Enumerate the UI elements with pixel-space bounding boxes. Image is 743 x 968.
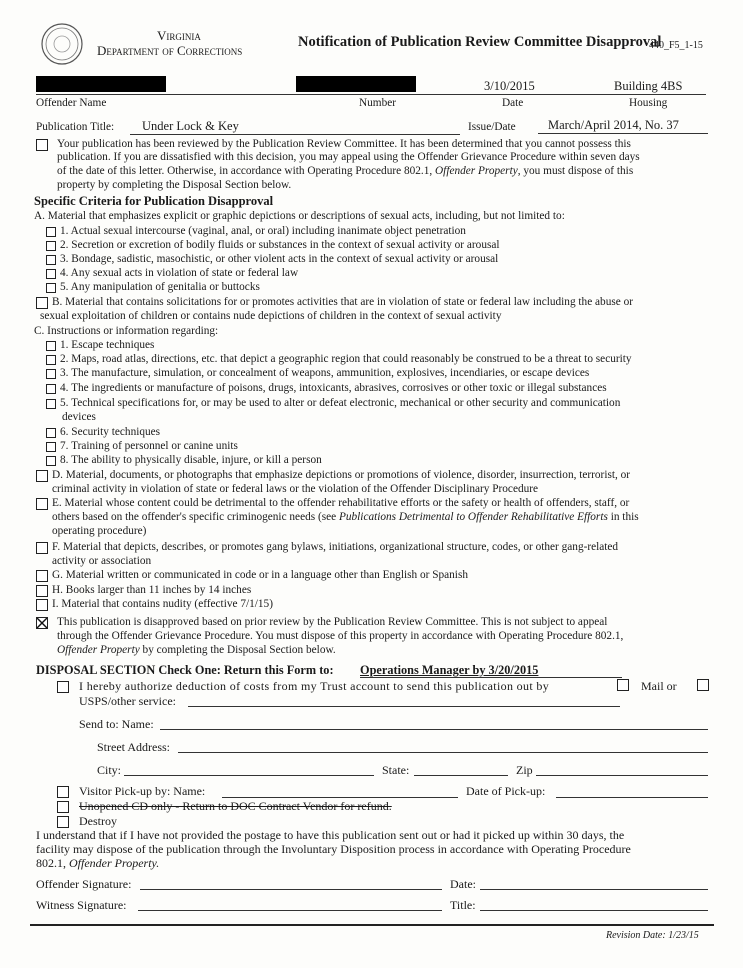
understand-line3: 802.1, Offender Property. xyxy=(36,856,160,870)
state-field[interactable] xyxy=(414,775,508,776)
criteria-f1: F. Material that depicts, describes, or promotes gang bylaws, initiations, organizational structure, codes, or other gang-related xyxy=(52,541,619,553)
pub-title-value[interactable]: Under Lock & Key xyxy=(142,119,239,133)
agency-line1: Virginia xyxy=(157,28,201,43)
criteria-b1: B. Material that contains solicitations for or promotes activities that are in violation of state or federal law including the abuse or xyxy=(52,296,633,308)
checkbox-c4[interactable] xyxy=(46,384,56,394)
issue-value[interactable]: March/April 2014, No. 37 xyxy=(548,118,679,132)
number-label: Number xyxy=(359,97,397,109)
checkbox-prior-review[interactable] xyxy=(36,617,48,629)
checkbox-f[interactable] xyxy=(36,542,48,554)
visitor-name-field[interactable] xyxy=(222,797,458,798)
checkbox-a4[interactable] xyxy=(46,269,56,279)
date-value[interactable]: 3/10/2015 xyxy=(484,79,535,93)
prior-line2: through the Offender Grievance Procedure. You must dispose of this property in accordance with Operating Procedure 802.1, xyxy=(57,630,624,642)
checkbox-c6[interactable] xyxy=(46,428,56,438)
witness-title-label: Title: xyxy=(450,898,476,912)
zip-field[interactable] xyxy=(536,775,708,776)
criteria-c8: 8. The ability to physically disable, injure, or kill a person xyxy=(60,454,322,466)
offender-name-label: Offender Name xyxy=(36,97,107,109)
review-checkbox[interactable] xyxy=(36,139,48,151)
send-to-label: Send to: Name: xyxy=(79,717,154,731)
intro-line4: property by completing the Disposal Section below. xyxy=(57,179,292,191)
criteria-c: C. Instructions or information regarding: xyxy=(34,325,219,337)
offender-date-field[interactable] xyxy=(480,889,708,890)
criteria-c5a: 5. Technical specifications for, or may be used to alter or defeat electronic, mechanical or other security and communication xyxy=(60,397,621,409)
date-pickup-field[interactable] xyxy=(556,797,708,798)
checkbox-c2[interactable] xyxy=(46,355,56,365)
checkbox-i[interactable] xyxy=(36,599,48,611)
zip-label: Zip xyxy=(516,763,533,777)
checkbox-usps[interactable] xyxy=(697,679,709,691)
prior-line3: Offender Property by completing the Disposal Section below. xyxy=(57,644,336,656)
criteria-a4: 4. Any sexual acts in violation of state or federal law xyxy=(60,267,299,279)
criteria-a2: 2. Secretion or excretion of bodily fluids or substances in the context of sexual activity or arousal xyxy=(60,239,500,251)
cd-label: Unopened CD only - Return to DOC Contract Vendor for refund. xyxy=(79,799,392,813)
checkbox-b[interactable] xyxy=(36,297,48,309)
date-label: Date xyxy=(502,97,524,109)
criteria-i: I. Material that contains nudity (effective 7/1/15) xyxy=(52,598,273,610)
city-field[interactable] xyxy=(124,775,374,776)
city-label: City: xyxy=(97,763,122,777)
criteria-h: H. Books larger than 11 inches by 14 inches xyxy=(52,584,252,596)
witness-title-field[interactable] xyxy=(480,910,708,911)
footer-rule xyxy=(30,924,714,926)
checkbox-a2[interactable] xyxy=(46,241,56,251)
housing-label: Housing xyxy=(629,97,668,109)
intro-line1: Your publication has been reviewed by the Publication Review Committee. It has been determined that you cannot possess this xyxy=(57,138,631,150)
pub-title-label: Publication Title: xyxy=(36,121,115,133)
authorize-text: I hereby authorize deduction of costs from my Trust account to send this publication out by xyxy=(79,679,550,693)
criteria-e2: others based on the offender's specific criminogenic needs (see Publications Detrimental to Offender Rehabilitative Efforts in this xyxy=(52,511,639,523)
checkbox-mail[interactable] xyxy=(617,679,629,691)
usps-field[interactable] xyxy=(188,706,620,707)
checkbox-a1[interactable] xyxy=(46,227,56,237)
criteria-d2: criminal activity in violation of state or federal laws or the violation of the Offender Disciplinary Procedure xyxy=(52,483,539,495)
form-title: Notification of Publication Review Committee Disapproval xyxy=(298,34,662,50)
offender-sig-field[interactable] xyxy=(140,889,442,890)
intro-line3: of the date of this letter. Otherwise, in accordance with Operating Procedure 802.1, Offender Property, you must dispose of this xyxy=(57,165,634,177)
checkbox-visitor[interactable] xyxy=(57,786,69,798)
checkbox-destroy[interactable] xyxy=(57,816,69,828)
criteria-a1: 1. Actual sexual intercourse (vaginal, anal, or oral) including inanimate object penetration xyxy=(60,225,466,237)
revision-date: Revision Date: 1/23/15 xyxy=(606,930,699,941)
criteria-c3: 3. The manufacture, simulation, or concealment of weapons, ammunition, explosives, incendiaries, or escape devices xyxy=(60,367,590,379)
criteria-c4: 4. The ingredients or manufacture of poisons, drugs, intoxicants, abrasives, corrosives or other toxic or illegal substances xyxy=(60,382,607,394)
state-label: State: xyxy=(382,763,410,777)
date-pickup-label: Date of Pick-up: xyxy=(466,784,546,798)
criteria-e1: E. Material whose content could be detrimental to the offender rehabilitative efforts or the safety or health of offenders, staff, or xyxy=(52,497,630,509)
witness-sig-field[interactable] xyxy=(138,910,442,911)
checkbox-a5[interactable] xyxy=(46,283,56,293)
checkbox-c7[interactable] xyxy=(46,442,56,452)
checkbox-d[interactable] xyxy=(36,470,48,482)
checkbox-g[interactable] xyxy=(36,570,48,582)
offender-sig-label: Offender Signature: xyxy=(36,877,132,891)
form-code: 440_F5_1-15 xyxy=(649,40,703,51)
witness-sig-label: Witness Signature: xyxy=(36,898,127,912)
criteria-a3: 3. Bondage, sadistic, masochistic, or other violent acts in the context of sexual activity or arousal xyxy=(60,253,499,265)
issue-label: Issue/Date xyxy=(468,121,516,133)
criteria-c2: 2. Maps, road atlas, directions, etc. that depict a geographic region that could reasonably be construed to be a threat to security xyxy=(60,353,632,365)
disposal-return-to[interactable]: Operations Manager by 3/20/2015 xyxy=(360,663,539,677)
checkbox-a3[interactable] xyxy=(46,255,56,265)
checkbox-e[interactable] xyxy=(36,498,48,510)
agency-line2: Department of Corrections xyxy=(97,43,243,58)
criteria-c7: 7. Training of personnel or canine units xyxy=(60,440,238,452)
visitor-label: Visitor Pick-up by: Name: xyxy=(79,784,206,798)
criteria-e3: operating procedure) xyxy=(52,525,147,537)
disposal-heading: DISPOSAL SECTION Check One: Return this Form to: xyxy=(36,663,334,677)
mail-label: Mail or xyxy=(641,679,677,693)
checkbox-c3[interactable] xyxy=(46,369,56,379)
offender-number-redacted xyxy=(296,76,416,92)
checkbox-c8[interactable] xyxy=(46,456,56,466)
checkbox-cd[interactable] xyxy=(57,801,69,813)
seal-logo xyxy=(40,22,84,66)
housing-value[interactable]: Building 4BS xyxy=(614,79,683,93)
offender-name-redacted xyxy=(36,76,166,92)
criteria-c1: 1. Escape techniques xyxy=(60,339,155,351)
criteria-c6: 6. Security techniques xyxy=(60,426,161,438)
criteria-c5b: devices xyxy=(62,411,96,423)
criteria-g: G. Material written or communicated in code or in a language other than English or Spanish xyxy=(52,569,468,581)
offender-date-label: Date: xyxy=(450,877,476,891)
checkbox-authorize[interactable] xyxy=(57,681,69,693)
criteria-heading: Specific Criteria for Publication Disapproval xyxy=(34,194,274,208)
intro-line2: publication. If you are dissatisfied with this decision, you may appeal using the Offender Grievance Procedure within seven days xyxy=(57,151,640,163)
prior-line1: This publication is disapproved based on prior review by the Publication Review Committee. This is not subject to appeal xyxy=(57,616,608,628)
usps-label: USPS/other service: xyxy=(79,694,176,708)
understand-line2: facility may dispose of the publication through the Involuntary Disposition process in accordance with Operating Procedure xyxy=(36,842,631,856)
street-label: Street Address: xyxy=(97,740,170,754)
criteria-d1: D. Material, documents, or photographs that emphasize depictions or promotions of violence, disorder, insurrection, terrorist, or xyxy=(52,469,631,481)
checkbox-h[interactable] xyxy=(36,585,48,597)
criteria-b2: sexual exploitation of children or contains nude depictions of children in the context of sexual activity xyxy=(40,310,502,322)
street-field[interactable] xyxy=(178,752,708,753)
criteria-a: A. Material that emphasizes explicit or graphic depictions or descriptions of sexual acts, including, but not limited to: xyxy=(34,210,565,222)
checkbox-c5[interactable] xyxy=(46,399,56,409)
destroy-label: Destroy xyxy=(79,814,117,828)
understand-line1: I understand that if I have not provided the postage to have this publication sent out or had it picked up within 30 days, the xyxy=(36,828,625,842)
criteria-a5: 5. Any manipulation of genitalia or buttocks xyxy=(60,281,260,293)
criteria-f2: activity or association xyxy=(52,555,152,567)
checkbox-c1[interactable] xyxy=(46,341,56,351)
send-to-name-field[interactable] xyxy=(160,729,708,730)
